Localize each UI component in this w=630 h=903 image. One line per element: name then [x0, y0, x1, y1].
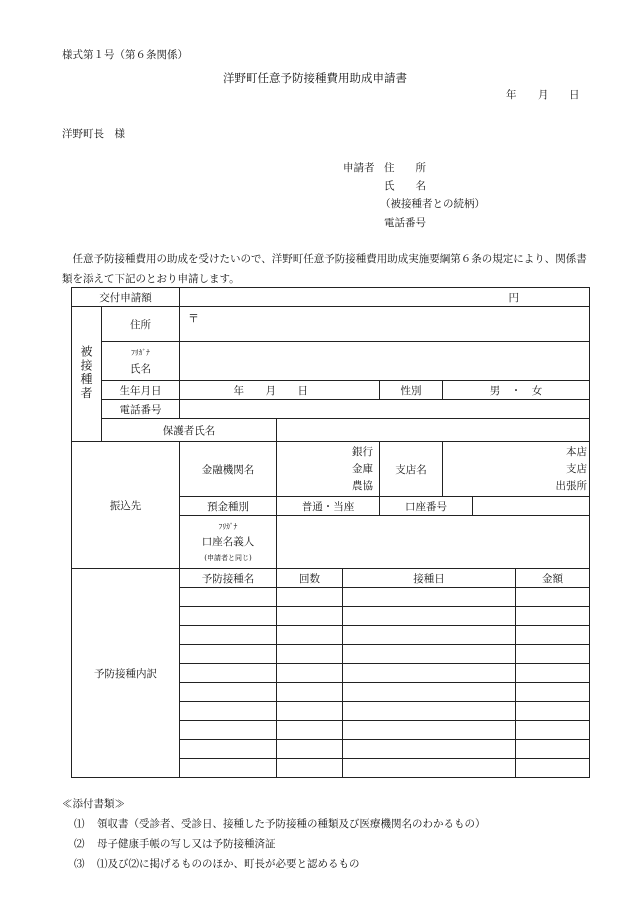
attachments-heading: ≪添付書類≫: [62, 798, 125, 810]
bank-type-ja: 農協: [352, 479, 373, 492]
branch-field[interactable]: [443, 442, 590, 497]
col-vaccine-name: 予防接種名: [180, 569, 277, 588]
attachment-num-3: ⑶: [74, 858, 85, 870]
address-field[interactable]: [180, 307, 590, 342]
branch-type-office: 出張所: [555, 479, 588, 492]
account-holder-furigana: ﾌﾘｶﾞﾅ: [218, 521, 238, 531]
applicant-address-label: 住 所: [384, 162, 426, 174]
name-label: 氏名: [130, 363, 151, 375]
name-furigana: ﾌﾘｶﾞﾅ: [131, 348, 150, 357]
guardian-label: 保護者氏名: [102, 419, 277, 442]
page-title: 洋野町任意予防接種費用助成申請書: [223, 71, 407, 85]
bank-label: 金融機関名: [180, 442, 277, 497]
intro-paragraph: 任意予防接種費用の助成を受けたいので、洋野町任意予防接種費用助成実施要綱第６条の規定により、関係書類を添えて下記のとおり申請します。: [62, 253, 587, 285]
applicant-label: 申請者: [343, 162, 375, 174]
attachment-num-2: ⑵: [74, 838, 85, 850]
attachment-text-2: 母子健康手帳の写し又は予防接種済証: [97, 838, 276, 850]
branch-type-main: 本店: [566, 445, 588, 458]
birth-year: 年: [233, 384, 244, 397]
account-number-label: 口座番号: [380, 497, 473, 516]
bank-type-shinkin: 金庫: [352, 462, 373, 475]
bank-type-bank: 銀行: [352, 445, 373, 458]
attachment-text-1: 領収書（受診者、受診日、接種した予防接種の種類及び医療機関名のわかるもの）: [97, 818, 486, 830]
recipient-group-text: 被接種者: [79, 344, 93, 401]
col-doses: 回数: [277, 569, 343, 588]
application-table: [71, 287, 590, 778]
amount-field[interactable]: [180, 288, 590, 307]
account-holder-note: (申請者と同じ): [204, 553, 252, 562]
applicant-name-label: 氏 名: [384, 180, 426, 192]
transfer-label: 振込先: [72, 442, 180, 569]
recipient-group-label: [72, 307, 102, 442]
birth-field[interactable]: [180, 381, 380, 400]
account-holder-label-cell: [180, 516, 277, 569]
attachment-num-1: ⑴: [74, 818, 85, 830]
name-field[interactable]: [180, 342, 590, 381]
birth-label: 生年月日: [102, 381, 180, 400]
amount-label: 交付申請額: [72, 288, 180, 307]
address-label: 住所: [102, 307, 180, 342]
name-label-cell: [102, 342, 180, 381]
birth-day: 日: [297, 384, 308, 397]
phone-label: 電話番号: [102, 400, 180, 419]
sex-options[interactable]: 男 ・ 女: [443, 381, 590, 400]
phone-field[interactable]: [180, 400, 590, 419]
account-type-label: 預金種別: [180, 497, 277, 516]
col-amount: 金額: [516, 569, 590, 588]
date-month: 月: [538, 89, 549, 101]
form-number: 様式第１号（第６条関係）: [62, 49, 188, 61]
guardian-field[interactable]: [277, 419, 590, 442]
bank-field[interactable]: [277, 442, 380, 497]
addressee: 洋野町長 様: [62, 128, 125, 140]
sex-label: 性別: [380, 381, 443, 400]
account-holder-field[interactable]: [277, 516, 590, 569]
branch-label: 支店名: [380, 442, 443, 497]
branch-type-branch: 支店: [566, 462, 588, 475]
account-holder-label: 口座名義人: [201, 535, 255, 548]
applicant-relation-label: （被接種者との続柄）: [380, 198, 485, 210]
date-day: 日: [569, 89, 580, 101]
postal-mark: 〒: [188, 312, 199, 325]
account-number-field[interactable]: [473, 497, 590, 516]
breakdown-label: 予防接種内訳: [72, 569, 180, 778]
applicant-phone-label: 電話番号: [384, 217, 426, 229]
birth-month: 月: [265, 384, 276, 397]
col-date: 接種日: [343, 569, 516, 588]
amount-unit: 円: [508, 291, 520, 304]
account-type-options[interactable]: 普通・当座: [277, 497, 380, 516]
attachment-text-3: ⑴及び⑵に掲げるもののほか、町長が必要と認めるもの: [97, 858, 360, 870]
date-year: 年: [506, 89, 517, 101]
